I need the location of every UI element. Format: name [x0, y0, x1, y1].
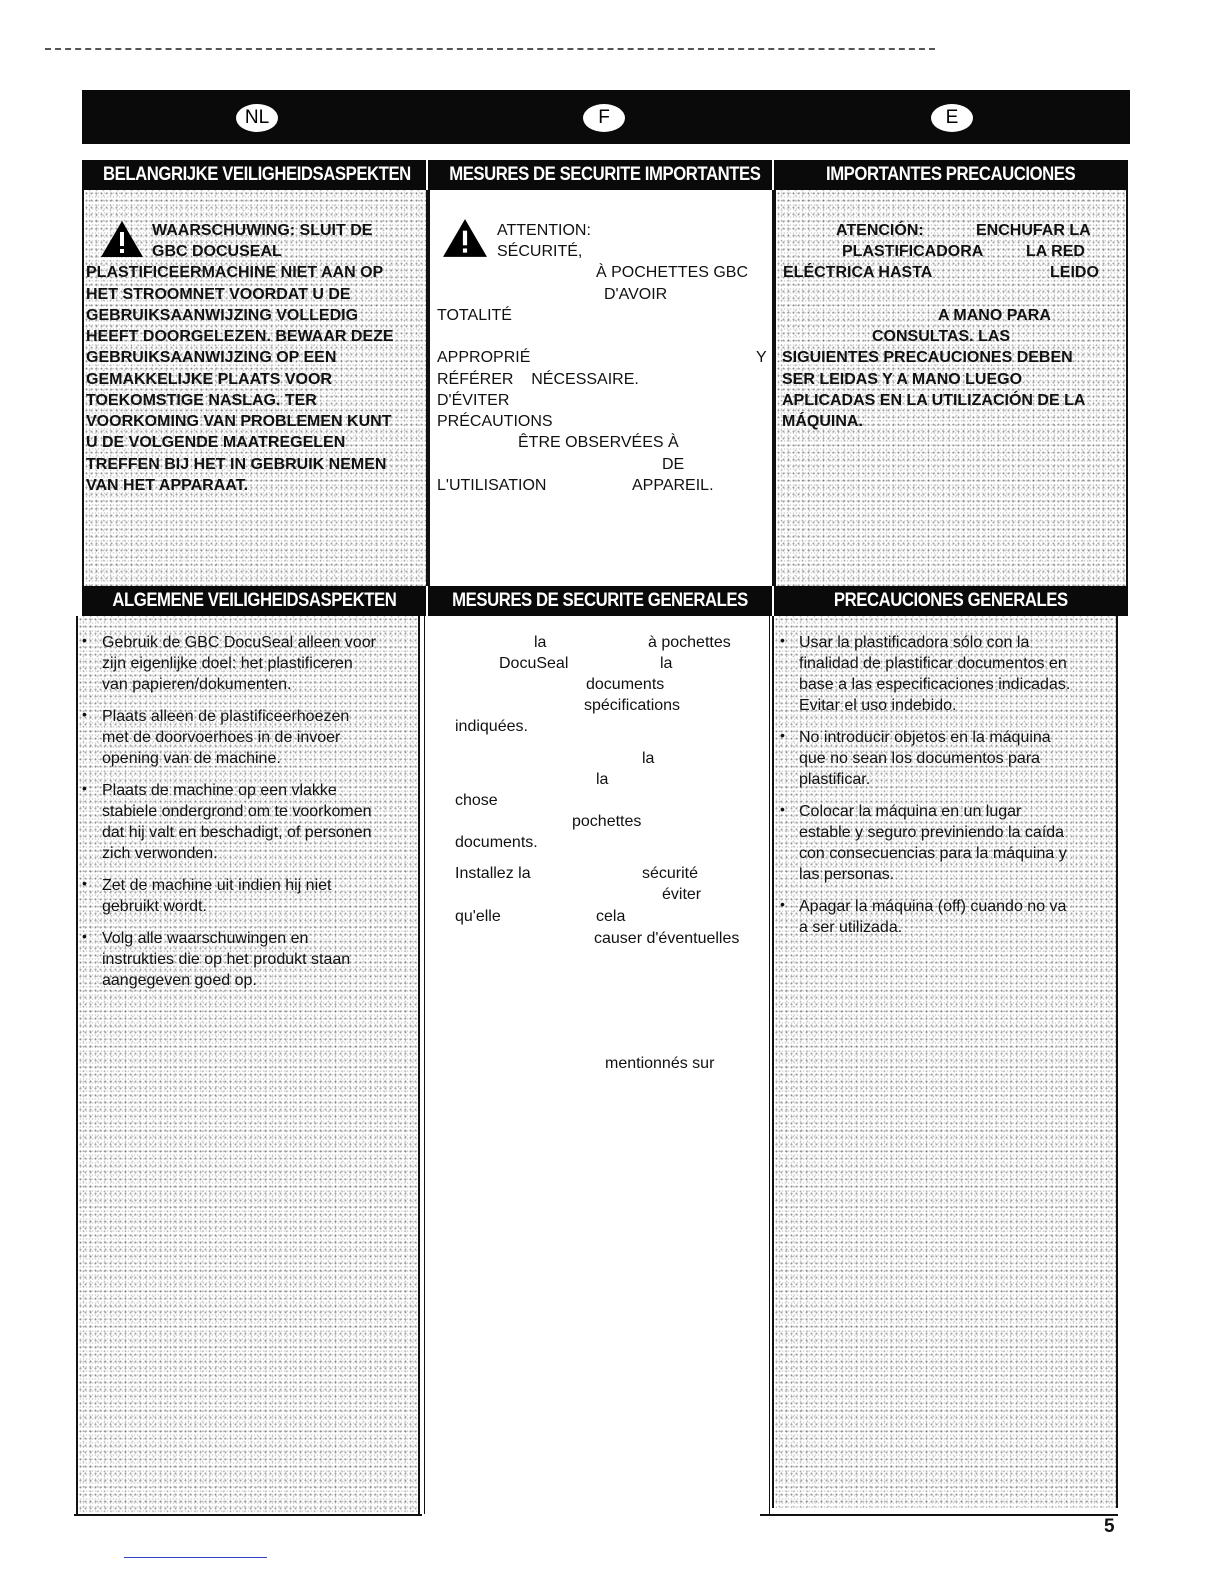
f-warning-fragment: ATTENTION:	[497, 222, 591, 239]
nl-warning-line: TOEKOMSTIGE NASLAG. TER	[86, 392, 317, 409]
f-general-fragment: qu'elle	[455, 908, 501, 925]
e-bullet-line: que no sean los documentos para	[799, 750, 1041, 767]
warning-triangle-icon	[100, 220, 144, 258]
bullet-icon: •	[780, 896, 785, 912]
e-warning-fragment: ELÉCTRICA HASTA	[783, 264, 933, 281]
bullet-icon: •	[82, 928, 87, 944]
e-bullet-line: finalidad de plastificar documentos en	[799, 655, 1067, 672]
nl-warning-line: GBC DOCUSEAL	[152, 243, 282, 260]
bullet-icon: •	[780, 632, 785, 648]
f-warning-fragment: DE	[662, 456, 685, 473]
nl-bullet-line: met de doorvoerhoes in de invoer	[102, 729, 341, 746]
lang-badge-f: F	[583, 104, 625, 132]
nl-warning-line: VOORKOMING VAN PROBLEMEN KUNT	[86, 413, 392, 430]
f-warning-fragment: TOTALITÉ	[437, 307, 512, 324]
f-warning-fragment: SÉCURITÉ,	[497, 243, 583, 260]
e-warning-fragment: SER LEIDAS Y A MANO LUEGO	[782, 371, 1023, 388]
nl-bullet-line: van papieren/dokumenten.	[102, 676, 292, 693]
f-general-fragment: la	[596, 771, 609, 788]
f-general-fragment: la	[660, 655, 673, 672]
box-f-general	[424, 616, 770, 1514]
f-general-fragment: la	[642, 750, 655, 767]
e-bullet-line: Evitar el uso indebido.	[799, 697, 957, 714]
e-bullet-line: las personas.	[799, 866, 895, 883]
nl-bullet-line: zijn eigenlijke doel: het plastificeren	[102, 655, 353, 672]
e-warning-fragment: PLASTIFICADORA	[842, 243, 984, 260]
nl-warning-line: TREFFEN BIJ HET IN GEBRUIK NEMEN	[86, 456, 387, 473]
f-general-fragment: documents.	[455, 834, 538, 851]
e-warning-fragment: LEIDO	[1050, 264, 1099, 281]
e-warning-fragment: ATENCIÓN:	[836, 222, 924, 239]
f-warning-fragment: D'ÉVITER	[437, 392, 510, 409]
bullet-icon: •	[82, 780, 87, 796]
nl-bullet-line: dat hij valt en beschadigt, of personen	[102, 824, 372, 841]
f-warning-fragment: RÉFÉRER NÉCESSAIRE.	[437, 371, 639, 388]
f-warning-fragment: APPAREIL.	[632, 477, 714, 494]
footer-rule	[124, 1557, 267, 1558]
e-bullet-line: Colocar la máquina en un lugar	[799, 803, 1022, 820]
e-bullet-line: No introducir objetos en la máquina	[799, 729, 1051, 746]
f-general-fragment: cela	[596, 908, 626, 925]
e-warning-fragment: APLICADAS EN LA UTILIZACIÓN DE LA	[782, 392, 1086, 409]
e-warning-fragment: ENCHUFAR LA	[976, 222, 1091, 239]
nl-warning-line: GEBRUIKSAANWIJZING VOLLEDIG	[86, 307, 359, 324]
nl-warning-line: HEEFT DOORGELEZEN. BEWAAR DEZE	[86, 328, 394, 345]
f-general-fragment: spécifications	[584, 697, 681, 714]
header-f-important: MESURES DE SECURITE IMPORTANTES	[428, 160, 772, 190]
e-warning-fragment: MÁQUINA.	[782, 413, 863, 430]
e-bullet-line: con consecuencias para la máquina y	[799, 845, 1067, 862]
nl-bullet-line: Zet de machine uit indien hij niet	[102, 877, 332, 894]
f-general-fragment: causer d'éventuelles	[594, 930, 740, 947]
e-warning-fragment: LA RED	[1026, 243, 1085, 260]
f-general-fragment: éviter	[662, 886, 702, 903]
f-general-fragment: indiquées.	[455, 718, 528, 735]
f-warning-fragment: À POCHETTES GBC	[596, 264, 749, 281]
header-nl-important: BELANGRIJKE VEILIGHEIDSASPEKTEN	[82, 160, 426, 190]
f-warning-fragment: PRÉCAUTIONS	[437, 413, 553, 430]
f-general-fragment: chose	[455, 792, 498, 809]
warning-triangle-icon	[442, 218, 488, 258]
f-general-fragment: pochettes	[572, 813, 642, 830]
f-warning-fragment: ÊTRE OBSERVÉES À	[518, 434, 679, 451]
lang-badge-e: E	[931, 104, 973, 132]
f-warning-fragment: Y	[756, 349, 767, 366]
header-e-general: PRECAUCIONES GENERALES	[774, 586, 1128, 616]
e-bullet-line: estable y seguro previniendo la caída	[799, 824, 1065, 841]
nl-bullet-line: Volg alle waarschuwingen en	[102, 930, 309, 947]
e-bullet-line: Usar la plastificadora sólo con la	[799, 634, 1030, 651]
nl-bullet-line: opening van de machine.	[102, 750, 281, 767]
e-warning-fragment: SIGUIENTES PRECAUCIONES DEBEN	[782, 349, 1073, 366]
page-number: 5	[1104, 1516, 1115, 1537]
top-dashed-rule	[45, 48, 935, 50]
f-general-fragment: à pochettes	[648, 634, 731, 651]
e-warning-fragment: A MANO PARA	[938, 307, 1051, 324]
nl-bullet-line: Plaats alleen de plastificeerhoezen	[102, 708, 350, 725]
header-f-general: MESURES DE SECURITE GENERALES	[428, 586, 772, 616]
bullet-icon: •	[780, 801, 785, 817]
bullet-icon: •	[82, 875, 87, 891]
bullet-icon: •	[82, 632, 87, 648]
nl-warning-line: VAN HET APPARAAT.	[86, 477, 249, 494]
f-warning-fragment: APPROPRIÉ	[437, 349, 531, 366]
f-warning-fragment: L'UTILISATION	[437, 477, 547, 494]
e-bullet-line: base a las especificaciones indicadas.	[799, 676, 1071, 693]
nl-bullet-line: stabiele ondergrond om te voorkomen	[102, 803, 372, 820]
bullet-icon: •	[82, 706, 87, 722]
nl-bullet-line: gebruikt wordt.	[102, 898, 207, 915]
nl-bullet-line: Plaats de machine op een vlakke	[102, 782, 337, 799]
f-warning-fragment: D'AVOIR	[604, 286, 668, 303]
e-bullet-line: Apagar la máquina (off) cuando no va	[799, 898, 1067, 915]
nl-warning-line: GEMAKKELIJKE PLAATS VOOR	[86, 371, 332, 388]
f-general-fragment: DocuSeal	[499, 655, 569, 672]
bottom-rule-right	[760, 1514, 1118, 1516]
f-general-fragment: mentionnés sur	[605, 1055, 715, 1072]
language-bar	[82, 90, 1130, 144]
nl-warning-line: GEBRUIKSAANWIJZING OP EEN	[86, 349, 337, 366]
e-warning-fragment: CONSULTAS. LAS	[872, 328, 1011, 345]
bullet-icon: •	[780, 727, 785, 743]
e-bullet-line: a ser utilizada.	[799, 919, 903, 936]
nl-bullet-line: aangegeven goed op.	[102, 972, 257, 989]
nl-bullet-line: Gebruik de GBC DocuSeal alleen voor	[102, 634, 376, 651]
header-e-important: IMPORTANTES PRECAUCIONES	[774, 160, 1128, 190]
nl-warning-line: PLASTIFICEERMACHINE NIET AAN OP	[86, 264, 384, 281]
f-general-fragment: Installez la	[455, 865, 531, 882]
header-nl-general: ALGEMENE VEILIGHEIDSASPEKTEN	[82, 586, 426, 616]
nl-bullet-line: zich verwonden.	[102, 845, 218, 862]
lang-badge-nl: NL	[236, 104, 278, 132]
nl-warning-line: HET STROOMNET VOORDAT U DE	[86, 286, 351, 303]
nl-warning-line: U DE VOLGENDE MAATREGELEN	[86, 434, 346, 451]
nl-bullet-line: instrukties die op het produkt staan	[102, 951, 351, 968]
e-bullet-line: plastificar.	[799, 771, 871, 788]
nl-warning-line: WAARSCHUWING: SLUIT DE	[152, 222, 373, 239]
f-general-fragment: documents	[586, 676, 665, 693]
f-general-fragment: la	[534, 634, 547, 651]
f-general-fragment: sécurité	[642, 865, 699, 882]
bottom-rule-left	[74, 1514, 422, 1516]
